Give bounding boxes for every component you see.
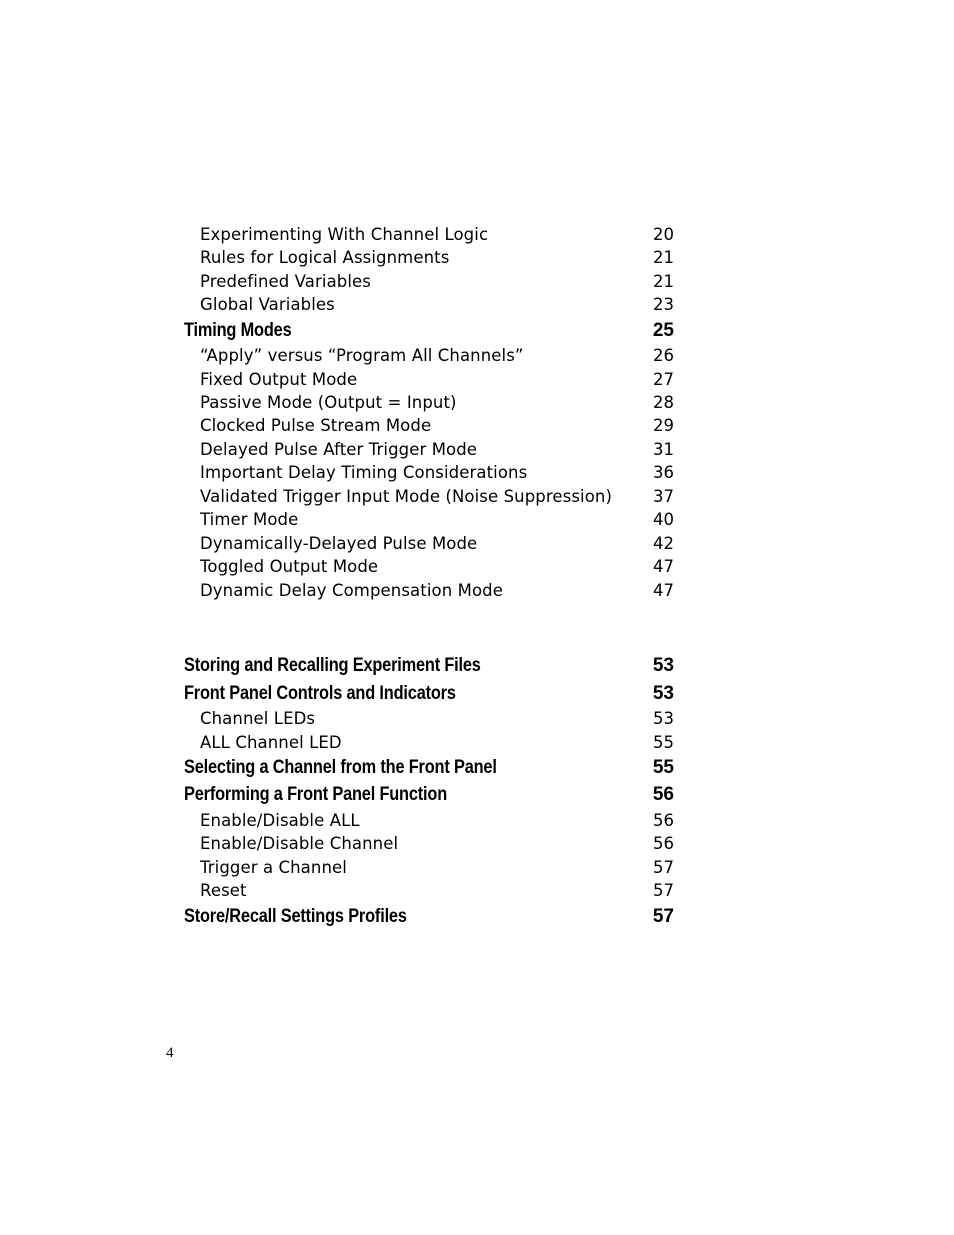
toc-entry[interactable] xyxy=(0,534,954,558)
toc-entry-title: Dynamically-Delayed Pulse Mode xyxy=(200,534,478,553)
toc-entry[interactable] xyxy=(0,393,954,417)
toc-entry-page: 47 xyxy=(653,581,674,600)
toc-heading[interactable] xyxy=(0,784,954,808)
toc-entry[interactable] xyxy=(0,881,954,905)
toc-entry[interactable] xyxy=(0,416,954,440)
toc-entry[interactable] xyxy=(0,487,954,511)
toc-entry[interactable] xyxy=(0,834,954,858)
toc-heading-page: 57 xyxy=(652,906,674,927)
toc-entry-title: Timer Mode xyxy=(200,510,299,529)
toc-heading-title: Storing and Recalling Experiment Files xyxy=(184,655,481,676)
toc-heading-title: Selecting a Channel from the Front Panel xyxy=(184,757,497,778)
toc-entry-page: 53 xyxy=(653,709,674,728)
toc-entry-title: ALL Channel LED xyxy=(200,733,342,752)
toc-entry[interactable] xyxy=(0,295,954,319)
toc-entry-title: Validated Trigger Input Mode (Noise Suppression) xyxy=(200,487,612,506)
toc-entry-title: Reset xyxy=(200,881,247,900)
toc-entry-title: Toggled Output Mode xyxy=(200,557,379,576)
toc-entry-page: 31 xyxy=(653,440,674,459)
toc-entry-page: 57 xyxy=(653,881,674,900)
toc-entry-title: Rules for Logical Assignments xyxy=(200,248,450,267)
toc-entry-page: 56 xyxy=(653,811,674,830)
toc-entry-title: Channel LEDs xyxy=(200,709,316,728)
toc-heading-page: 56 xyxy=(652,784,674,805)
toc-entry-page: 26 xyxy=(653,346,674,365)
page-number: 4 xyxy=(166,1045,174,1061)
toc-entry[interactable] xyxy=(0,858,954,882)
toc-entry-title: Enable/Disable Channel xyxy=(200,834,399,853)
toc-heading[interactable] xyxy=(0,320,954,344)
toc-heading-page: 25 xyxy=(652,320,674,341)
toc-entry-page: 23 xyxy=(653,295,674,314)
toc-entry[interactable] xyxy=(0,272,954,296)
toc-entry-page: 37 xyxy=(653,487,674,506)
toc-entry-title: Trigger a Channel xyxy=(200,858,347,877)
toc-entry-page: 20 xyxy=(653,225,674,244)
toc-heading-title: Store/Recall Settings Profiles xyxy=(184,906,407,927)
toc-entry[interactable] xyxy=(0,225,954,249)
toc-entry-title: Clocked Pulse Stream Mode xyxy=(200,416,432,435)
toc-entry-page: 42 xyxy=(653,534,674,553)
toc-heading-title: Front Panel Controls and Indicators xyxy=(184,683,456,704)
toc-entry-title: Enable/Disable ALL xyxy=(200,811,360,830)
toc-entry[interactable] xyxy=(0,248,954,272)
toc-entry-page: 29 xyxy=(653,416,674,435)
toc-entry-page: 28 xyxy=(653,393,674,412)
toc-heading-page: 53 xyxy=(652,655,674,676)
toc-heading-title: Timing Modes xyxy=(184,320,292,341)
toc-entry-page: 40 xyxy=(653,510,674,529)
toc-entry[interactable] xyxy=(0,581,954,605)
toc-heading[interactable] xyxy=(0,906,954,930)
toc-entry[interactable] xyxy=(0,811,954,835)
toc-entry-title: Delayed Pulse After Trigger Mode xyxy=(200,440,478,459)
toc-entry-page: 47 xyxy=(653,557,674,576)
toc-entry[interactable] xyxy=(0,709,954,733)
toc-entry-title: Passive Mode (Output = Input) xyxy=(200,393,457,412)
toc-entry[interactable] xyxy=(0,463,954,487)
toc-entry-page: 36 xyxy=(653,463,674,482)
toc-entry-page: 27 xyxy=(653,370,674,389)
toc-entry[interactable] xyxy=(0,370,954,394)
toc-entry-page: 56 xyxy=(653,834,674,853)
toc-entry-title: Fixed Output Mode xyxy=(200,370,358,389)
toc-entry[interactable] xyxy=(0,346,954,370)
toc-heading-title: Performing a Front Panel Function xyxy=(184,784,448,805)
toc-entry-title: “Apply” versus “Program All Channels” xyxy=(200,346,524,365)
toc-heading[interactable] xyxy=(0,757,954,781)
toc-entry-title: Dynamic Delay Compensation Mode xyxy=(200,581,503,600)
toc-entry[interactable] xyxy=(0,440,954,464)
toc-heading[interactable] xyxy=(0,683,954,707)
toc-entry[interactable] xyxy=(0,733,954,757)
toc-entry-title: Experimenting With Channel Logic xyxy=(200,225,489,244)
toc-heading-page: 55 xyxy=(652,757,674,778)
toc-entry-page: 57 xyxy=(653,858,674,877)
toc-heading-page: 53 xyxy=(652,683,674,704)
toc-entry-page: 21 xyxy=(653,248,674,267)
toc-entry-page: 21 xyxy=(653,272,674,291)
toc-entry-page: 55 xyxy=(653,733,674,752)
toc-entry-title: Global Variables xyxy=(200,295,335,314)
toc-entry-title: Predefined Variables xyxy=(200,272,371,291)
toc-entry-title: Important Delay Timing Considerations xyxy=(200,463,528,482)
toc-heading[interactable] xyxy=(0,655,954,679)
toc-entry[interactable] xyxy=(0,510,954,534)
toc-entry[interactable] xyxy=(0,557,954,581)
